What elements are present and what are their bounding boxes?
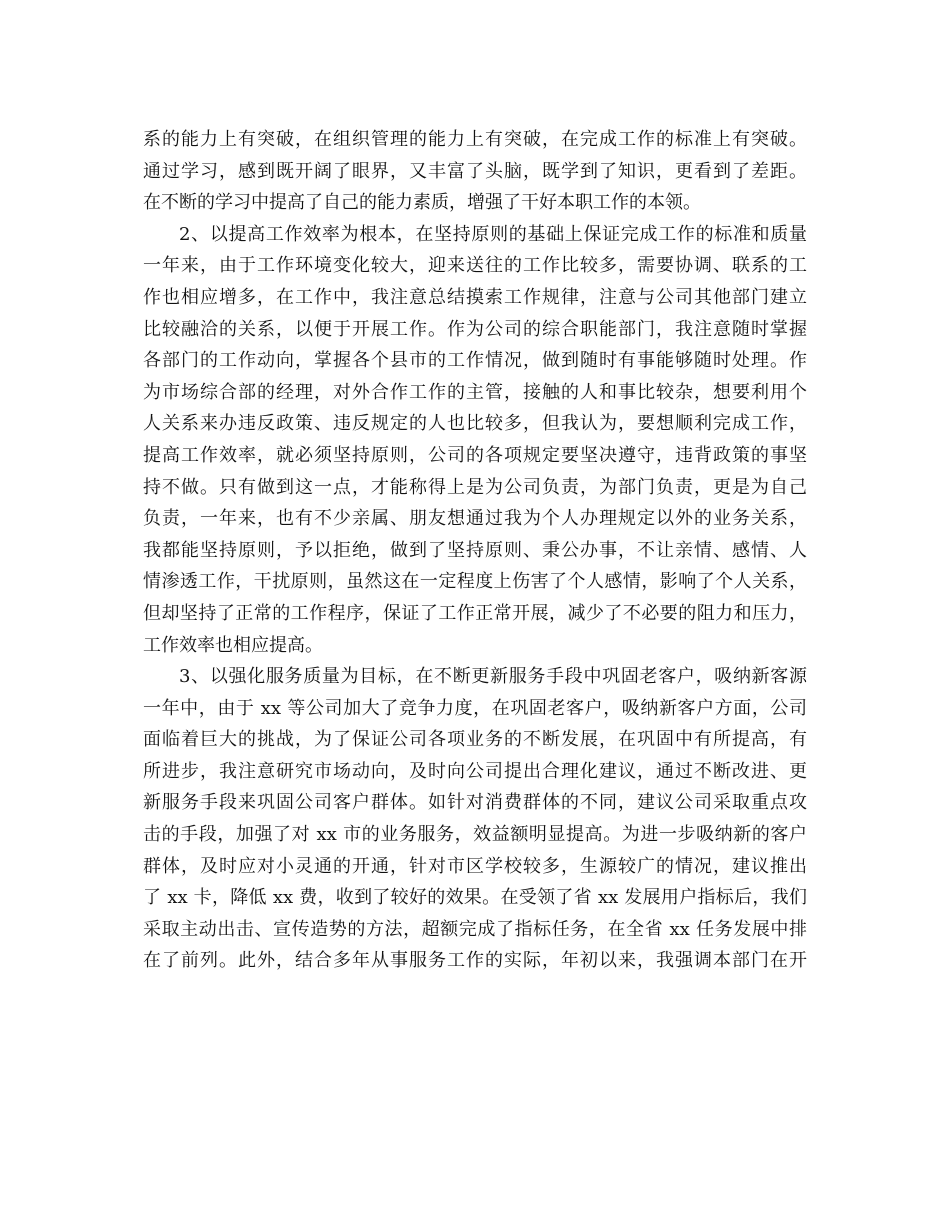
text-line: 人关系来办违反政策、违反规定的人也比较多，但我认为，要想顺利完成工作， xyxy=(143,413,807,435)
section-heading-3: 3、以强化服务质量为目标，在不断更新服务手段中巩固老客户，吸纳新客源 xyxy=(179,666,807,688)
text-line: 但却坚持了正常的工作程序，保证了工作正常开展，减少了不必要的阻力和压力， xyxy=(143,602,807,624)
text-line: 采取主动出击、宣传造势的方法，超额完成了指标任务，在全省 xx 任务发展中排 xyxy=(143,918,807,940)
text-line: 负责，一年来，也有不少亲属、朋友想通过我为个人办理规定以外的业务关系， xyxy=(143,508,807,530)
text-line: 情渗透工作，干扰原则，虽然这在一定程度上伤害了个人感情，影响了个人关系， xyxy=(143,571,807,593)
text-line: 了 xx 卡，降低 xx 费，收到了较好的效果。在受领了省 xx 发展用户指标后，我们 xyxy=(143,887,807,909)
text-line: 比较融洽的关系，以便于开展工作。作为公司的综合职能部门，我注意随时掌握 xyxy=(143,318,807,340)
text-line: 各部门的工作动向，掌握各个县市的工作情况，做到随时有事能够随时处理。作 xyxy=(143,350,807,372)
text-line: 为市场综合部的经理，对外合作工作的主管，接触的人和事比较杂，想要利用个 xyxy=(143,381,807,403)
text-line: 工作效率也相应提高。 xyxy=(143,634,323,656)
text-line: 持不做。只有做到这一点，才能称得上是为公司负责，为部门负责，更是为自己 xyxy=(143,476,807,498)
text-line: 击的手段，加强了对 xx 市的业务服务，效益额明显提高。为进一步吸纳新的客户 xyxy=(143,824,807,846)
text-line: 我都能坚持原则，予以拒绝，做到了坚持原则、秉公办事，不让亲情、感情、人 xyxy=(143,539,807,561)
text-line: 作也相应增多，在工作中，我注意总结摸索工作规律，注意与公司其他部门建立 xyxy=(143,286,807,308)
text-line: 提高工作效率，就必须坚持原则，公司的各项规定要坚决遵守，违背政策的事坚 xyxy=(143,444,807,466)
text-line: 在了前列。此外，结合多年从事服务工作的实际，年初以来，我强调本部门在开 xyxy=(143,950,807,972)
text-line: 一年中，由于 xx 等公司加大了竞争力度，在巩固老客户，吸纳新客户方面，公司 xyxy=(143,697,807,719)
text-line: 所进步，我注意研究市场动向，及时向公司提出合理化建议，通过不断改进、更 xyxy=(143,760,807,782)
section-heading-2: 2、以提高工作效率为根本，在坚持原则的基础上保证完成工作的标准和质量 xyxy=(179,223,807,245)
text-line: 面临着巨大的挑战，为了保证公司各项业务的不断发展，在巩固中有所提高，有 xyxy=(143,729,807,751)
text-line: 在不断的学习中提高了自己的能力素质，增强了干好本职工作的本领。 xyxy=(143,192,701,214)
text-line: 群体，及时应对小灵通的开通，针对市区学校较多，生源较广的情况，建议推出 xyxy=(143,855,807,877)
text-line: 新服务手段来巩固公司客户群体。如针对消费群体的不同，建议公司采取重点攻 xyxy=(143,792,807,814)
document-body xyxy=(143,124,807,977)
text-line: 通过学习，感到既开阔了眼界，又丰富了头脑，既学到了知识，更看到了差距。 xyxy=(143,160,807,182)
text-line: 一年来，由于工作环境变化较大，迎来送往的工作比较多，需要协调、联系的工 xyxy=(143,255,807,277)
text-line: 系的能力上有突破，在组织管理的能力上有突破，在完成工作的标准上有突破。 xyxy=(143,129,807,150)
